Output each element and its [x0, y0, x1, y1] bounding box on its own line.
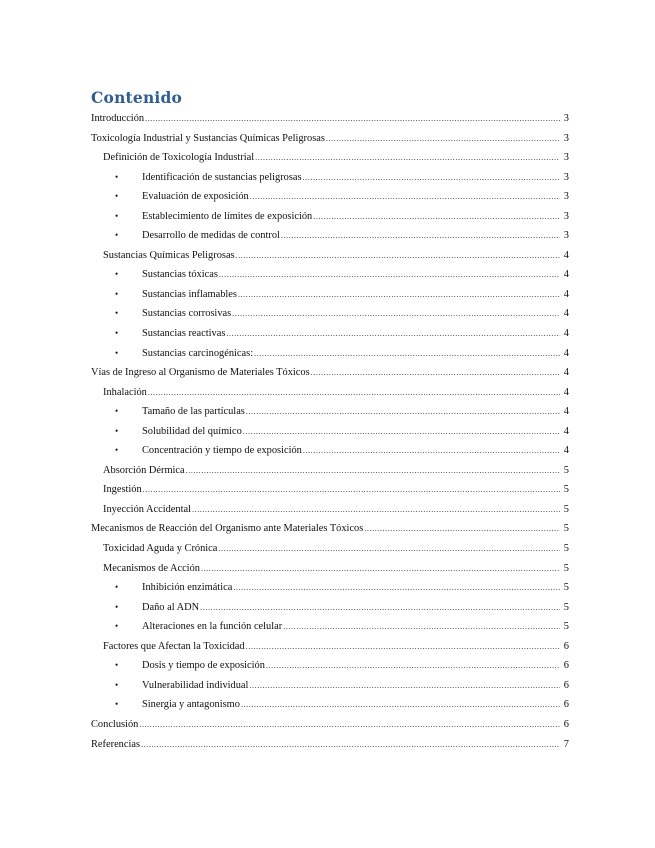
toc-entry[interactable] — [91, 207, 569, 227]
bullet-icon: • — [115, 425, 119, 436]
dot-leader — [141, 735, 560, 755]
toc-entry[interactable] — [91, 148, 569, 168]
dot-leader — [186, 461, 560, 481]
toc-entry[interactable] — [91, 715, 569, 735]
dot-leader — [313, 207, 560, 227]
toc-entry[interactable] — [91, 226, 569, 246]
toc-entry-text: Referencias — [91, 738, 141, 750]
toc-entry-text: Sustancias carcinogénicas: — [142, 347, 254, 359]
toc-title: Contenido — [91, 88, 183, 107]
bullet-icon: • — [115, 406, 119, 417]
toc-page-number: 5 — [563, 582, 569, 594]
dot-leader — [236, 246, 560, 266]
toc-page-number: 3 — [563, 171, 569, 183]
toc-entry-text: Tamaño de las partículas — [142, 406, 245, 418]
toc-entry-text: Solubilidad del químico — [142, 425, 242, 437]
toc-entry[interactable] — [91, 246, 569, 266]
toc-entry[interactable] — [91, 402, 569, 422]
dot-leader — [219, 265, 560, 285]
dot-leader — [283, 617, 560, 637]
toc-entry-text: Evaluación de exposición — [142, 191, 249, 203]
dot-leader — [311, 363, 560, 383]
toc-page-number: 4 — [563, 367, 569, 379]
dot-leader — [246, 637, 560, 657]
toc-page-number: 6 — [563, 660, 569, 672]
toc-page-number: 6 — [563, 718, 569, 730]
dot-leader — [246, 402, 560, 422]
toc-page-number: 3 — [563, 132, 569, 144]
toc-entry-text: Factores que Afectan la Toxicidad — [103, 640, 245, 652]
toc-page-number: 5 — [563, 621, 569, 633]
toc-page-number: 4 — [563, 445, 569, 457]
dot-leader — [143, 480, 560, 500]
toc-page-number: 6 — [563, 640, 569, 652]
toc-page-number: 3 — [563, 210, 569, 222]
toc-entry[interactable] — [91, 285, 569, 305]
toc-entry-text: Sustancias Químicas Peligrosas — [103, 249, 235, 261]
toc-entry-text: Inhalación — [103, 386, 147, 398]
toc-entry-text: Dosis y tiempo de exposición — [142, 660, 265, 672]
toc-entry-text: Sustancias corrosivas — [142, 308, 232, 320]
bullet-icon: • — [115, 621, 119, 632]
toc-entry[interactable] — [91, 265, 569, 285]
toc-entry-text: Introducción — [91, 113, 145, 124]
toc-entry[interactable] — [91, 304, 569, 324]
toc-page-number: 4 — [563, 347, 569, 359]
dot-leader — [364, 519, 560, 539]
toc-page-number: 3 — [563, 113, 569, 124]
toc-entry-text: Ingestión — [103, 484, 142, 496]
toc-entry[interactable] — [91, 617, 569, 637]
dot-leader — [254, 344, 560, 364]
toc-entry[interactable] — [91, 656, 569, 676]
toc-page-number: 4 — [563, 425, 569, 437]
dot-leader — [145, 109, 560, 129]
toc-entry-text: Vulnerabilidad individual — [142, 679, 249, 691]
bullet-icon: • — [115, 191, 119, 202]
dot-leader — [201, 559, 560, 579]
dot-leader — [241, 695, 560, 715]
dot-leader — [281, 226, 560, 246]
toc-entry-text: Desarrollo de medidas de control — [142, 230, 280, 242]
toc-entry-text: Conclusión — [91, 718, 139, 730]
toc-page-number: 5 — [563, 484, 569, 496]
dot-leader — [266, 656, 560, 676]
toc-entry[interactable] — [91, 363, 569, 383]
bullet-icon: • — [115, 171, 119, 182]
dot-leader — [233, 578, 560, 598]
toc-entry-text: Sustancias inflamables — [142, 288, 237, 300]
dot-leader — [249, 676, 560, 696]
toc-entry[interactable] — [91, 187, 569, 207]
toc-entry[interactable] — [91, 519, 569, 539]
toc-entry[interactable] — [91, 539, 569, 559]
table-of-contents — [91, 109, 569, 754]
toc-entry-text: Identificación de sustancias peligrosas — [142, 171, 302, 183]
dot-leader — [243, 422, 560, 442]
toc-page-number: 3 — [563, 230, 569, 242]
dot-leader — [139, 715, 560, 735]
toc-page-number: 6 — [563, 679, 569, 691]
toc-entry[interactable] — [91, 383, 569, 403]
toc-entry[interactable] — [91, 480, 569, 500]
bullet-icon: • — [115, 230, 119, 241]
toc-page-number: 4 — [563, 406, 569, 418]
bullet-icon: • — [115, 582, 119, 593]
bullet-icon: • — [115, 445, 119, 456]
bullet-icon: • — [115, 660, 119, 671]
toc-entry-text: Definición de Toxicología Industrial — [103, 152, 255, 164]
bullet-icon: • — [115, 347, 119, 358]
toc-page-number: 5 — [563, 562, 569, 574]
dot-leader — [232, 304, 560, 324]
toc-page-number: 5 — [563, 464, 569, 476]
toc-page-number: 5 — [563, 503, 569, 515]
bullet-icon: • — [115, 328, 119, 339]
dot-leader — [255, 148, 560, 168]
bullet-icon: • — [115, 288, 119, 299]
bullet-icon: • — [115, 308, 119, 319]
toc-entry[interactable] — [91, 598, 569, 618]
toc-entry-text: Daño al ADN — [142, 601, 200, 613]
toc-entry[interactable] — [91, 500, 569, 520]
toc-page-number: 5 — [563, 601, 569, 613]
toc-entry-text: Sinergia y antagonismo — [142, 699, 240, 711]
bullet-icon: • — [115, 679, 119, 690]
toc-page-number: 4 — [563, 249, 569, 261]
toc-page-number: 4 — [563, 308, 569, 320]
dot-leader — [218, 539, 560, 559]
toc-entry[interactable] — [91, 344, 569, 364]
toc-entry-text: Establecimiento de límites de exposición — [142, 210, 313, 222]
toc-entry-text: Sustancias tóxicas — [142, 269, 218, 281]
toc-entry[interactable] — [91, 676, 569, 696]
toc-entry-text: Concentración y tiempo de exposición — [142, 445, 302, 457]
toc-entry[interactable] — [91, 129, 569, 149]
toc-entry-text: Mecanismos de Acción — [103, 562, 200, 574]
toc-page-number: 6 — [563, 699, 569, 711]
toc-entry-text: Mecanismos de Reacción del Organismo ante Materiales Tóxicos — [91, 523, 364, 535]
toc-entry-text: Sustancias reactivas — [142, 328, 226, 340]
toc-entry[interactable] — [91, 168, 569, 188]
toc-page-number: 5 — [563, 543, 569, 555]
bullet-icon: • — [115, 269, 119, 280]
toc-page-number: 7 — [563, 738, 569, 750]
toc-entry-text: Inhibición enzimática — [142, 582, 233, 594]
toc-entry[interactable] — [91, 461, 569, 481]
dot-leader — [192, 500, 560, 520]
toc-entry-text: Toxicología Industrial y Sustancias Químicas Peligrosas — [91, 132, 325, 144]
toc-page-number: 5 — [563, 523, 569, 535]
bullet-icon: • — [115, 210, 119, 221]
toc-entry[interactable] — [91, 559, 569, 579]
dot-leader — [303, 441, 560, 461]
dot-leader — [238, 285, 560, 305]
toc-page-number: 4 — [563, 328, 569, 340]
dot-leader — [250, 187, 560, 207]
toc-entry-text: Alteraciones en la función celular — [142, 621, 283, 633]
toc-entry[interactable] — [91, 735, 569, 755]
dot-leader — [326, 129, 560, 149]
toc-page-number: 4 — [563, 386, 569, 398]
dot-leader — [148, 383, 560, 403]
dot-leader — [200, 598, 560, 618]
toc-entry[interactable] — [91, 637, 569, 657]
toc-entry[interactable] — [91, 578, 569, 598]
toc-entry-text: Toxicidad Aguda y Crónica — [103, 543, 218, 555]
bullet-icon: • — [115, 699, 119, 710]
toc-entry[interactable] — [91, 695, 569, 715]
toc-entry[interactable] — [91, 422, 569, 442]
toc-page-number: 3 — [563, 152, 569, 164]
toc-entry-text: Absorción Dérmica — [103, 464, 185, 476]
dot-leader — [303, 168, 560, 188]
toc-entry[interactable] — [91, 109, 569, 129]
toc-entry[interactable] — [91, 441, 569, 461]
bullet-icon: • — [115, 601, 119, 612]
toc-entry[interactable] — [91, 324, 569, 344]
toc-page-number: 4 — [563, 288, 569, 300]
toc-page-number: 4 — [563, 269, 569, 281]
toc-entry-text: Inyección Accidental — [103, 503, 191, 515]
toc-page-number: 3 — [563, 191, 569, 203]
toc-entry-text: Vías de Ingreso al Organismo de Materiales Tóxicos — [91, 367, 310, 379]
dot-leader — [226, 324, 560, 344]
